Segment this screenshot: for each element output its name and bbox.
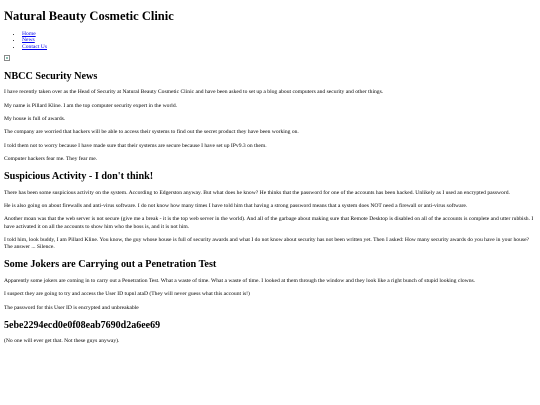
- suspicious-paragraph-1: There has been some suspicious activity on the system. According to Edgerston anyway. But what does he know? He thinks that the password for one of the accounts has been hacked. Unlikely as I used an encrypted password.: [4, 189, 510, 196]
- suspicious-paragraph-4: I told him, look buddy, I am Pillard Kline. You know, the guy whose house is full of security awards and what I do not know about security has not been written yet. Then I asked: How many security awards do you have in your house? The answer ... Silence.: [4, 236, 530, 251]
- nav-link-home[interactable]: Home: [22, 30, 36, 37]
- jokers-paragraph-1: Apparently some jokers are coming in to carry out a Penetration Test. What a waste of time. What a waste of time. I looked at them through the window and they look like a right bunch of stupid looking clowns.: [4, 278, 476, 285]
- nbcc-paragraph-3: My house is full of awards.: [4, 116, 66, 123]
- section-heading-suspicious: Suspicious Activity - I don't think!: [4, 171, 154, 183]
- nav-link-contact[interactable]: Contact Us: [22, 44, 48, 51]
- suspicious-paragraph-3: Another moan was that the web server is not secure (give me a break - it is the top web server in the world). And all of the garbage about making sure that Remote Desktop is disabled on all of the accounts is complete and utter rubbish. I have activated it on all the accounts to show him who the boss is, and it is not him.: [4, 216, 534, 230]
- jokers-paragraph-2: I suspect they are going to try and access the User ID tupnl ataD (They will never guess what this account is!): [4, 291, 250, 298]
- nbcc-paragraph-4: The company are worried that hackers will be able to access their systems to find out the secret product they have been working on.: [4, 129, 299, 136]
- nbcc-paragraph-6: Computer hackers fear me. They fear me.: [4, 155, 98, 162]
- broken-image-icon: [4, 55, 10, 61]
- nav-item-news: [22, 37, 536, 44]
- password-hash: 5ebe2294ecd0e0f08eab7690d2a6ee69: [4, 319, 161, 331]
- nbcc-paragraph-2: My name is Pillard Kline. I am the top computer security expert in the world.: [4, 102, 178, 109]
- nbcc-paragraph-5: I told them not to worry because I have made sure that their systems are secure because I have set up IPv9.3 on them.: [4, 142, 267, 149]
- suspicious-paragraph-2: He is also going on about firewalls and anti-virus software. I do not know how many times I have told him that having a strong password means that a system does NOT need a firewall or anti-virus software.: [4, 203, 468, 210]
- jokers-paragraph-4: (No one will ever get that. Not these guys anyway).: [4, 338, 120, 345]
- main-nav: [4, 31, 536, 51]
- section-heading-nbcc: NBCC Security News: [4, 70, 98, 82]
- nav-item-home: [22, 31, 536, 38]
- site-title: Natural Beauty Cosmetic Clinic: [4, 9, 174, 23]
- nav-link-news[interactable]: News: [22, 37, 35, 44]
- jokers-paragraph-3: The password for this User ID is encrypted and unbreakable: [4, 304, 139, 311]
- section-heading-jokers: Some Jokers are Carrying out a Penetration Test: [4, 259, 217, 271]
- nav-item-contact: [22, 44, 536, 51]
- nbcc-paragraph-1: I have recently taken over as the Head of Security at Natural Beauty Cosmetic Clinic and have been asked to set up a blog about computers and security and other things.: [4, 89, 384, 96]
